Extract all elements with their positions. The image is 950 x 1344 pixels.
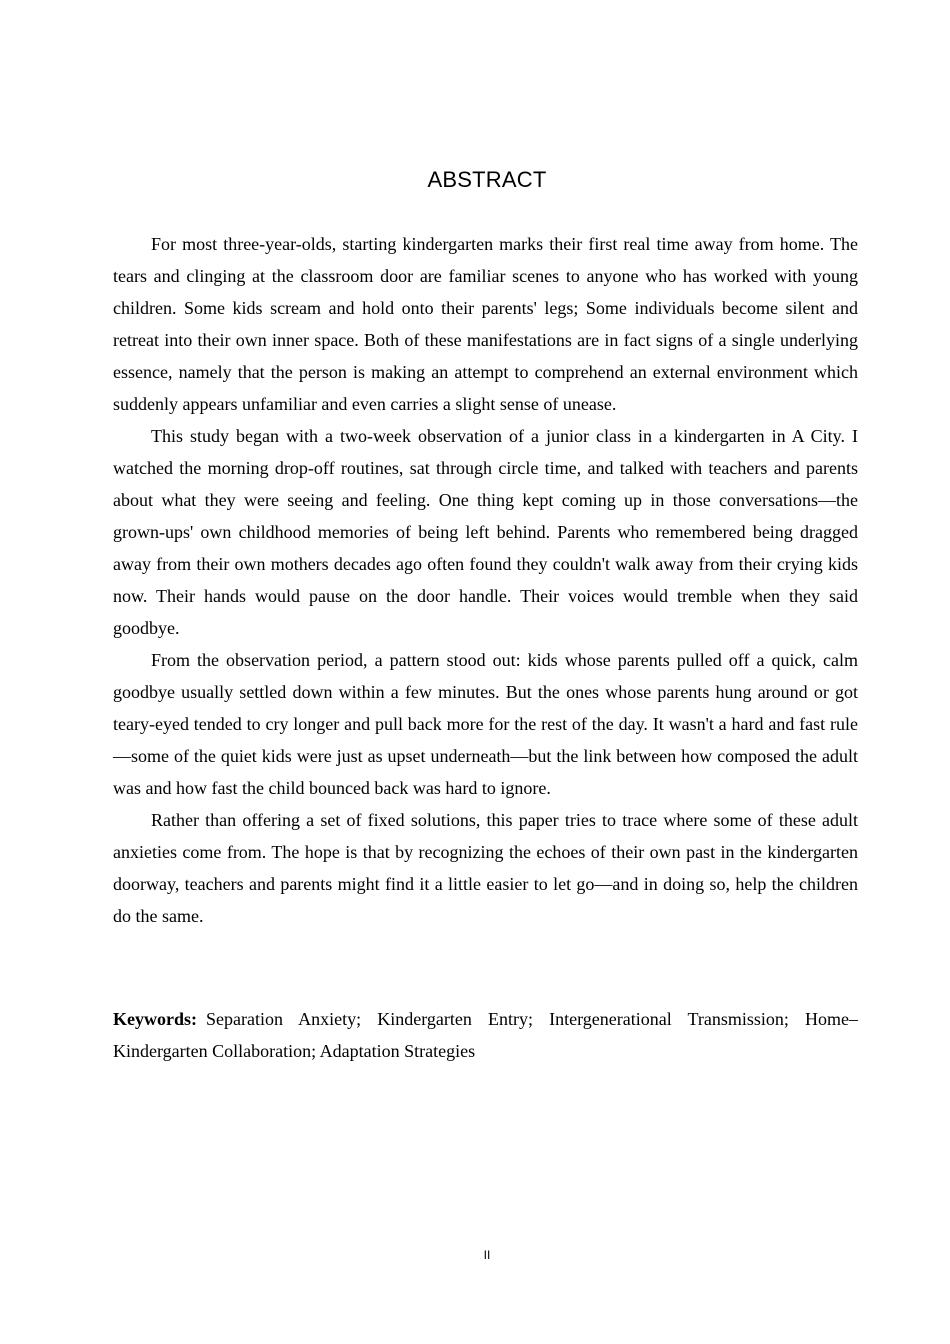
abstract-paragraph: Rather than offering a set of fixed solutions, this paper tries to trace where some of these adult anxieties come from. The hope is that by recognizing the echoes of their own past in the kindergarten doorway, teachers and parents might find it a little easier to let go—and in doing so, help the children do the same. — [113, 810, 858, 926]
abstract-body — [113, 228, 858, 932]
abstract-paragraph: This study began with a two-week observation of a junior class in a kindergarten in A City. I watched the morning drop-off routines, sat through circle time, and talked with teachers and parents about what they were seeing and feeling. One thing kept coming up in those conversations—the grown-ups' own childhood memories of being left behind. Parents who remembered being dragged away from their own mothers decades ago often found they couldn't walk away from their crying kids now. Their hands would pause on the door handle. Their voices would tremble when they said goodbye. — [113, 426, 858, 638]
keywords-label: Keywords: — [113, 1009, 197, 1029]
page-number: II — [483, 1248, 491, 1262]
keywords-section — [113, 1003, 858, 1067]
abstract-paragraph: For most three-year-olds, starting kindergarten marks their first real time away from home. The tears and clinging at the classroom door are familiar scenes to anyone who has worked with young children. Some kids scream and hold onto their parents' legs; Some individuals become silent and retreat into their own inner space. Both of these manifestations are in fact signs of a single underlying essence, namely that the person is making an attempt to comprehend an external environment which suddenly appears unfamiliar and even carries a slight sense of unease. — [113, 234, 858, 414]
abstract-title: ABSTRACT — [427, 167, 547, 192]
keywords-text: Separation Anxiety; Kindergarten Entry; Intergenerational Transmission; Home–Kindergarten Collaboration; Adaptation Strategies — [113, 1009, 858, 1061]
abstract-paragraph: From the observation period, a pattern stood out: kids whose parents pulled off a quick, calm goodbye usually settled down within a few minutes. But the ones whose parents hung around or got teary-eyed tended to cry longer and pull back more for the rest of the day. It wasn't a hard and fast rule—some of the quiet kids were just as upset underneath—but the link between how composed the adult was and how fast the child bounced back was hard to ignore. — [113, 650, 858, 798]
